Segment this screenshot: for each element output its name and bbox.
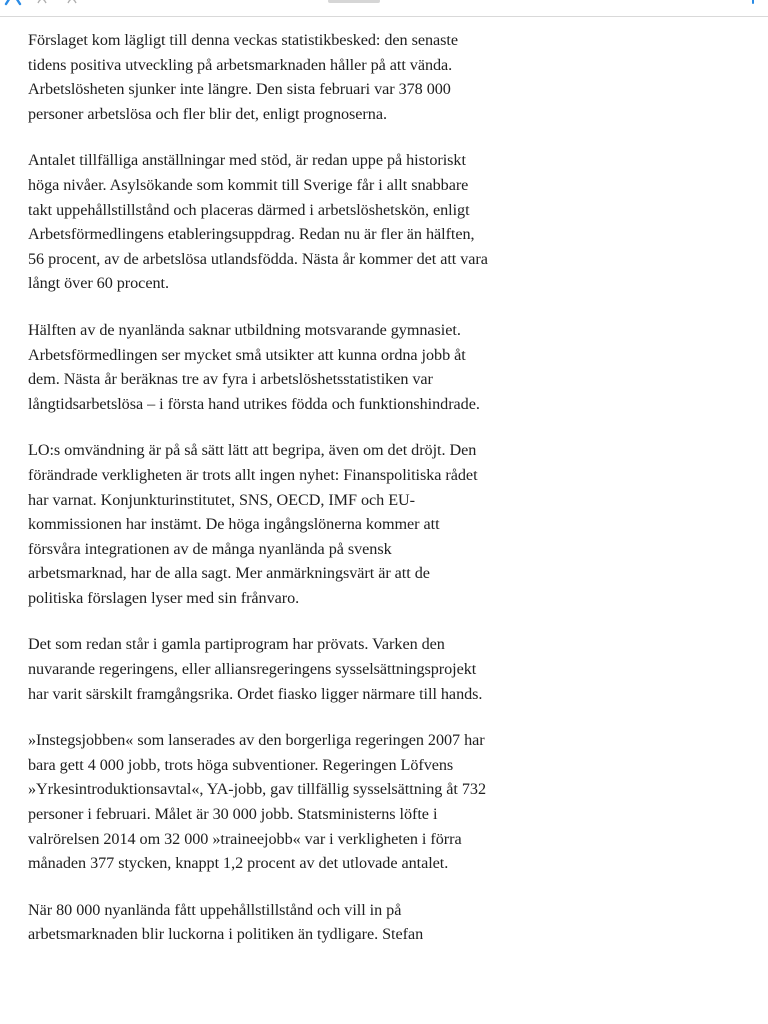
article-paragraph: Antalet tillfälliga anställningar med stöd, är redan uppe på historiskt höga nivåer. Asylsökande som kommit till Sverige får i allt snabbare takt uppehållstillstånd och placeras därmed i arbetslöshetskön, enligt Arbetsförmedlingens etableringsuppdrag. Redan nu är fler än hälften, 56 procent, av de arbetslösa utlandsfödda. Nästa år kommer det att vara långt över 60 procent. bbox=[28, 151, 488, 293]
article-paragraph: När 80 000 nyanlända fått uppehållstillstånd och vill in på arbetsmarknaden blir luckorna i politiken än tydligare. Stefan bbox=[28, 900, 424, 944]
back-arrow-icon[interactable] bbox=[2, 0, 24, 8]
article-body bbox=[28, 28, 488, 947]
browser-toolbar bbox=[0, 0, 768, 18]
article-paragraph: »Instegsjobben« som lanserades av den borgerliga regeringen 2007 har bara gett 4 000 jobb, trots höga subventioner. Regeringen Löfvens »Yrkesintroduktionsavtal«, YA-jobb, gav tillfällig sysselsättning åt 732 personer i februari. Målet är 30 000 jobb. Statsministerns löfte i valrörelsen 2014 om 32 000 »traineejobb« var i verkligheten i förra månaden 377 stycken, knappt 1,2 procent av det utlovade antalet. bbox=[28, 731, 486, 873]
article-paragraph: Det som redan står i gamla partiprogram har prövats. Varken den nuvarande regeringens, eller alliansregeringens sysselsättningsprojekt har varit särskilt framgångsrika. Ordet fiasko ligger närmare till hands. bbox=[28, 635, 483, 703]
article-paragraph: Hälften av de nyanlända saknar utbildning motsvarande gymnasiet. Arbetsförmedlingen ser mycket små utsikter att kunna ordna jobb åt dem. Nästa år beräknas tre av fyra i arbetslöshetsstatistiken var långtidsarbetslösa – i första hand utrikes födda och funktionshindrade. bbox=[28, 320, 480, 413]
toolbar-divider bbox=[0, 16, 768, 17]
share-icon[interactable] bbox=[744, 0, 762, 6]
address-bar[interactable] bbox=[28, 0, 388, 5]
article-paragraph: LO:s omvändning är på så sätt lätt att begripa, även om det dröjt. Den förändrade verkligheten är trots allt ingen nyhet: Finanspolitiska rådet har varnat. Konjunkturinstitutet, SNS, OECD, IMF och EU-kommissionen har instämt. De höga ingångslönerna kommer att försvåra integrationen av de många nyanlända på svensk arbetsmarknad, har de alla sagt. Mer anmärkningsvärt är att de politiska förslagen lyser med sin frånvaro. bbox=[28, 441, 478, 607]
article-paragraph: Förslaget kom lägligt till denna veckas statistikbesked: den senaste tidens positiva utveckling på arbetsmarknaden håller på att vända. Arbetslösheten sjunker inte längre. Den sista februari var 378 000 personer arbetslösa och fler blir det, enligt prognoserna. bbox=[28, 31, 458, 123]
